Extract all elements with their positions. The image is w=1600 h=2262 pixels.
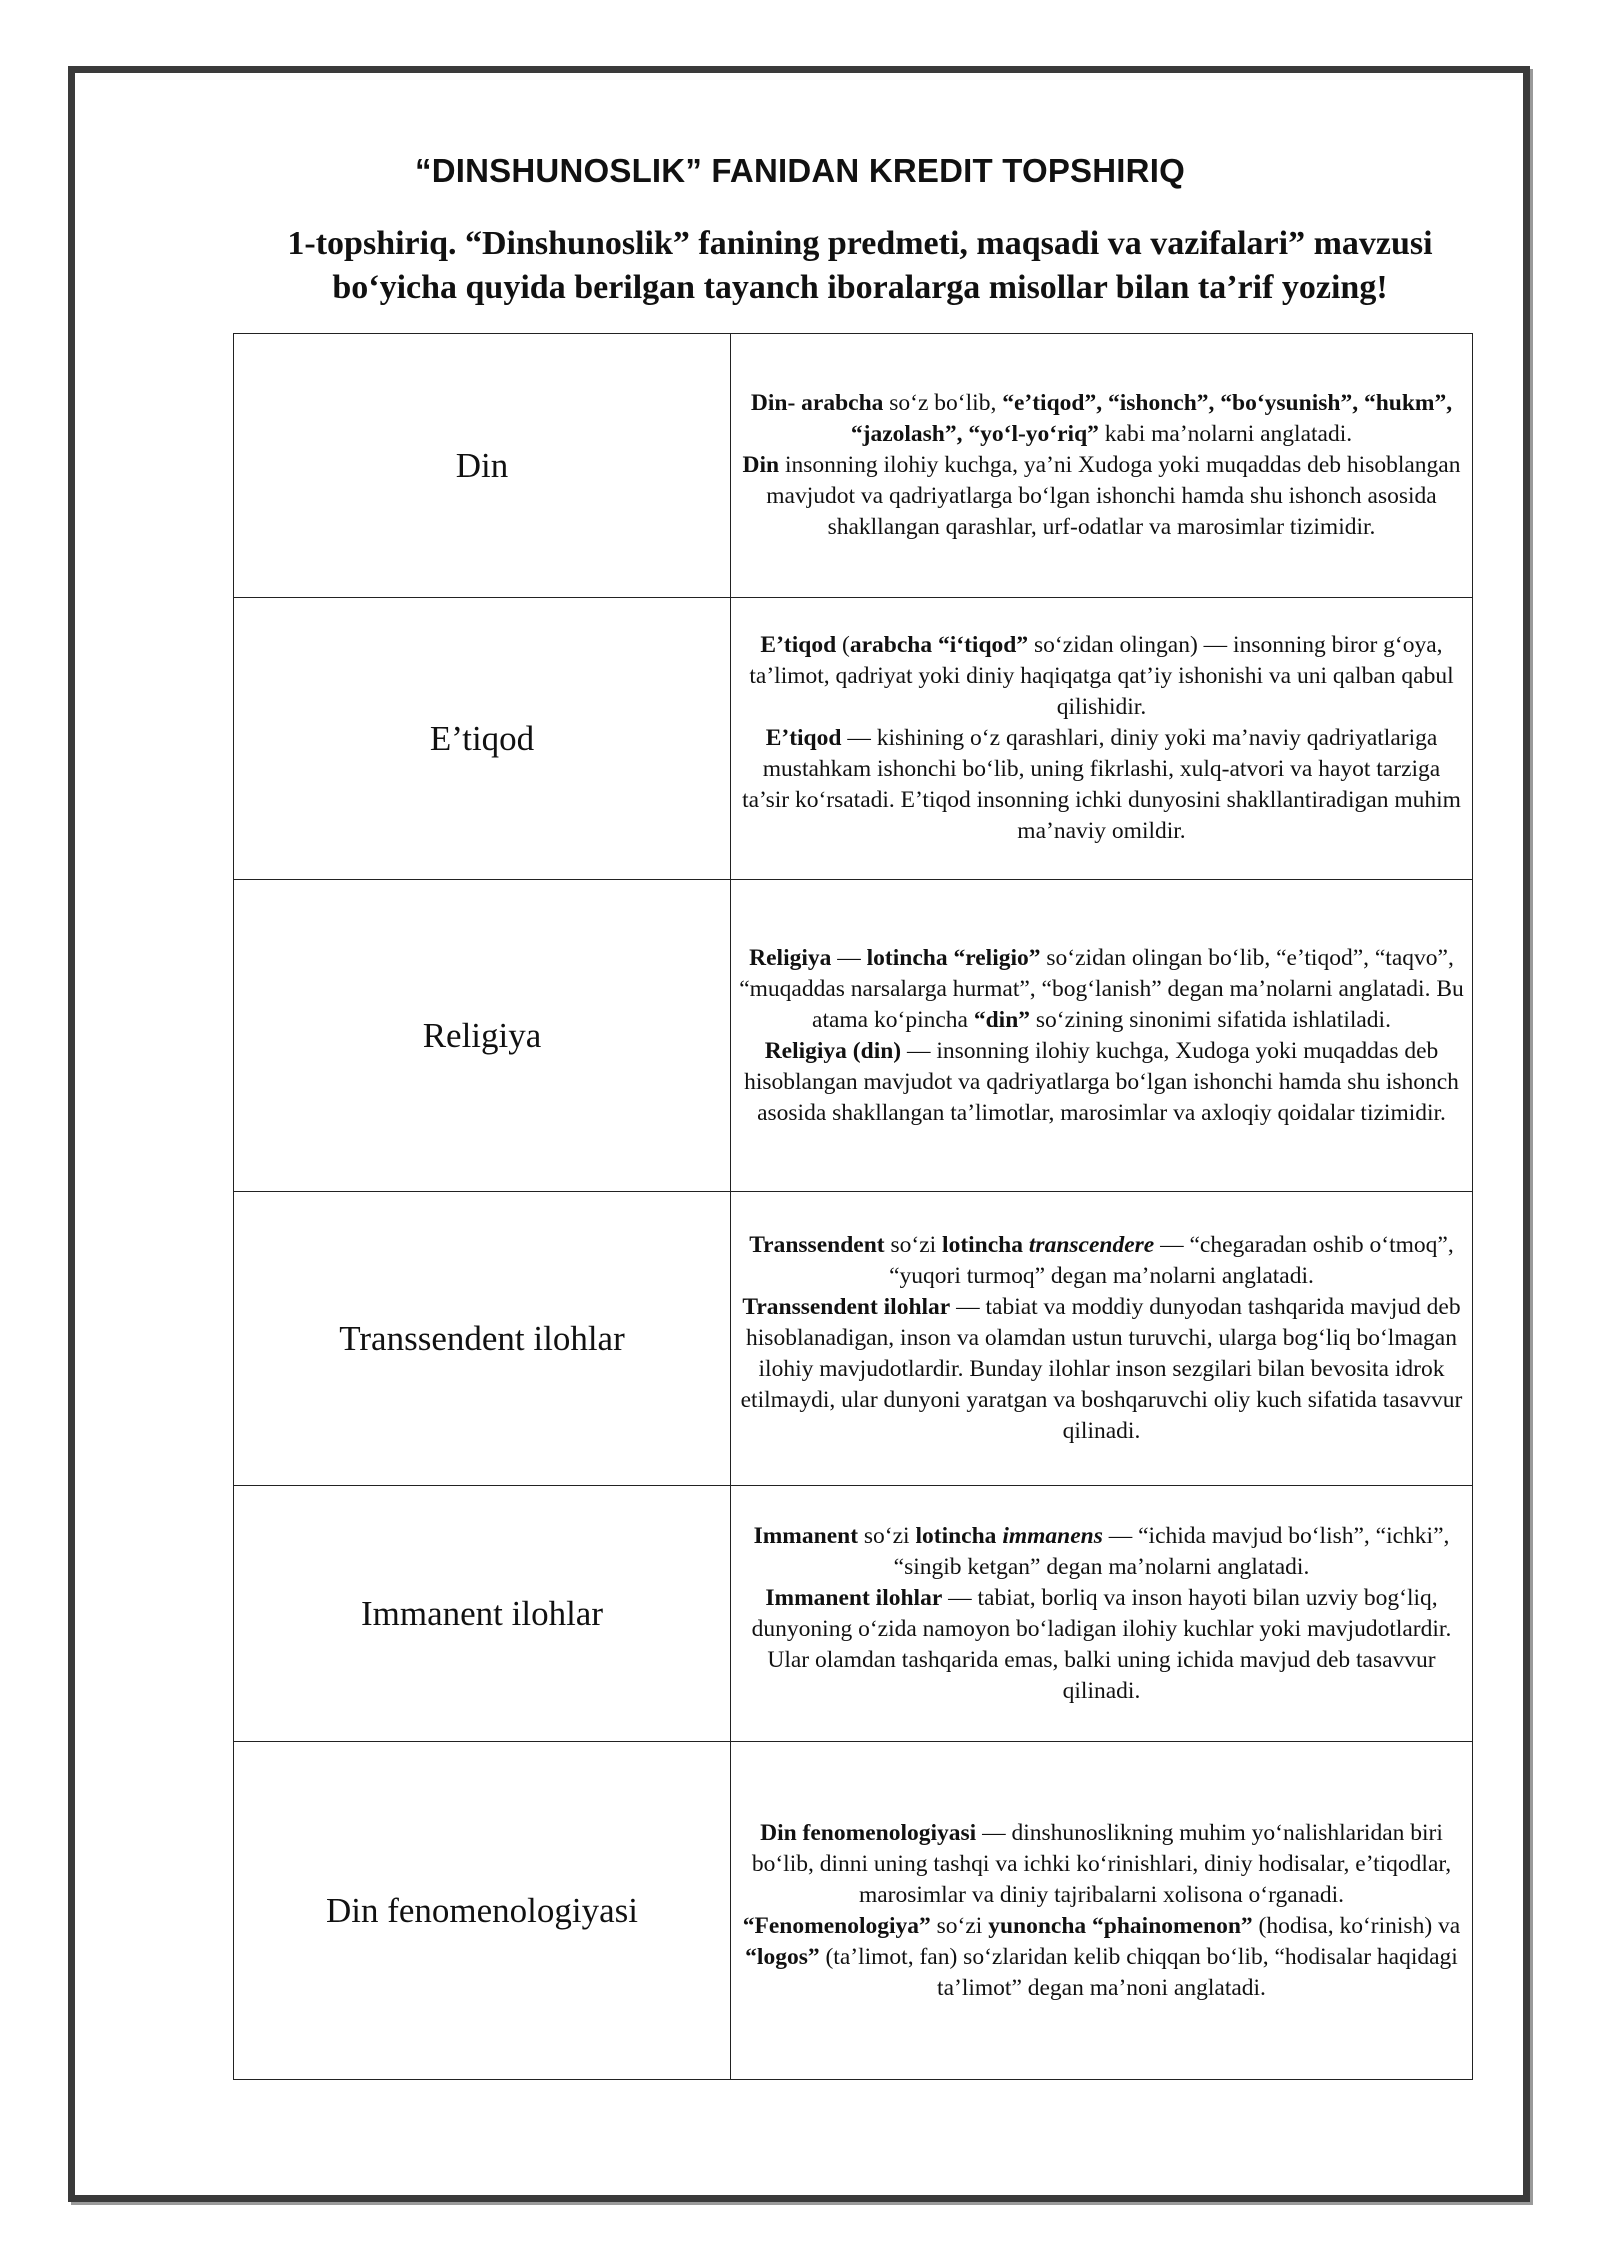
definition-text-run: “e’tiqod”, “ishonch”, “bo‘ysunish”, “hukm”, “jazolash”, “yo‘l-yo‘riq” bbox=[850, 390, 1453, 447]
table-row bbox=[234, 1192, 1473, 1486]
definition-text-run: lotincha “religio” bbox=[866, 944, 1041, 971]
definition-text-run: so‘zining sinonimi sifatida ishlatiladi. bbox=[1030, 1006, 1391, 1033]
definition-paragraph bbox=[739, 1583, 1464, 1707]
definition-paragraph bbox=[739, 1911, 1464, 2004]
definition-text-run: transcendere bbox=[1028, 1232, 1155, 1258]
definition-text-run: — kishining o‘z qarashlari, diniy yoki ma’naviy qadriyatlariga mustahkam ishonchi bo‘lib, uning fikrlashi, xulq-atvori va hayot tarziga ta’sir ko‘rsatadi. E’tiqod insonning ichki dunyosini shakllantiradigan muhim ma’naviy omildir. bbox=[742, 725, 1461, 844]
definition-text-run: so‘zi bbox=[884, 1232, 943, 1258]
definition-text-run: Din bbox=[742, 452, 780, 478]
definition-text-run: Din- arabcha bbox=[750, 390, 884, 416]
definition-text-run: so‘zidan olingan bo‘lib, “e’tiqod”, “taqvo”, “muqaddas narsalarga hurmat”, “bog‘lanish” degan ma’nolarni anglatadi. Bu atama ko‘pincha bbox=[739, 944, 1464, 1033]
definition-text-run: — tabiat, borliq va inson hayoti bilan uzviy bog‘liq, dunyoning o‘zida namoyon bo‘ladigan ilohiy kuchlar yoki mavjudotlardir. Ular olamdan tashqarida emas, balki uning ichida mavjud deb tasavvur qilinadi. bbox=[751, 1584, 1452, 1704]
definition-cell bbox=[731, 1192, 1473, 1486]
term-cell: Din bbox=[234, 334, 731, 598]
definition-paragraph bbox=[739, 1036, 1464, 1129]
definition-paragraph bbox=[739, 943, 1464, 1036]
table-row bbox=[234, 598, 1473, 880]
terms-table bbox=[233, 333, 1473, 2080]
definition-text-run: so‘zidan olingan) — insonning biror g‘oya, ta’limot, qadriyat yoki diniy haqiqatga qat’iy ishonishi va uni qalban qabul qilishidir. bbox=[749, 632, 1454, 720]
term-cell: Din fenomenologiyasi bbox=[234, 1742, 731, 2080]
definition-cell bbox=[731, 1486, 1473, 1742]
term-cell: E’tiqod bbox=[234, 598, 731, 880]
document-title: “DINSHUNOSLIK” FANIDAN KREDIT TOPSHIRIQ bbox=[415, 152, 1185, 189]
table-row bbox=[234, 1742, 1473, 2080]
term-cell: Religiya bbox=[234, 880, 731, 1192]
definition-text-run: so‘z bo‘lib, bbox=[883, 390, 1003, 416]
definition-text-run: immanens bbox=[1002, 1522, 1103, 1549]
table-row bbox=[234, 880, 1473, 1192]
definition-text-run: ( bbox=[836, 632, 850, 658]
definition-text-run: — “chegaradan oshib o‘tmoq”, “yuqori turmoq” degan ma’nolarni anglatadi. bbox=[889, 1232, 1454, 1289]
definition-cell bbox=[731, 880, 1473, 1192]
definition-paragraph bbox=[739, 388, 1464, 450]
definition-text-run: Din fenomenologiyasi bbox=[760, 1819, 977, 1846]
definition-text-run: Transsendent ilohlar bbox=[742, 1294, 951, 1320]
definition-text-run: arabcha “i‘tiqod” bbox=[849, 632, 1029, 658]
term-cell: Immanent ilohlar bbox=[234, 1486, 731, 1742]
definition-text-run: lotincha bbox=[915, 1522, 1003, 1549]
definition-text-run: insonning ilohiy kuchga, ya’ni Xudoga yoki muqaddas deb hisoblangan mavjudot va qadriyatlarga bo‘lgan ishonchi hamda shu ishonch asosida shakllangan qarashlar, urf-odatlar va marosimlar tizimidir. bbox=[766, 452, 1461, 540]
task-line-1: 1-topshiriq. “Dinshunoslik” fanining predmeti, maqsadi va vazifalari” mavzusi bbox=[287, 225, 1433, 262]
definition-text-run: — “ichida mavjud bo‘lish”, “ichki”, “singib ketgan” degan ma’nolarni anglatadi. bbox=[893, 1522, 1450, 1580]
definition-text-run: “din” bbox=[973, 1006, 1031, 1033]
definition-text-run: E’tiqod bbox=[765, 725, 842, 751]
definition-text-run: Religiya (din) bbox=[764, 1037, 902, 1064]
definition-text-run: “Fenomenologiya” bbox=[742, 1912, 931, 1939]
definition-paragraph bbox=[739, 1521, 1464, 1583]
definition-text-run: — dinshunoslikning muhim yo‘nalishlaridan biri bo‘lib, dinni uning tashqi va ichki ko‘rinishlari, diniy hodisalar, e’tiqodlar, marosimlar va diniy tajribalarni xolisona o‘rganadi. bbox=[751, 1819, 1452, 1908]
definition-text-run: Transsendent bbox=[749, 1232, 885, 1258]
definition-cell bbox=[731, 334, 1473, 598]
definition-text-run: Immanent bbox=[753, 1522, 859, 1549]
definition-text-run: so‘zi bbox=[858, 1522, 916, 1549]
definition-cell bbox=[731, 598, 1473, 880]
task-instruction bbox=[230, 222, 1490, 310]
definition-paragraph bbox=[739, 1292, 1464, 1447]
definition-paragraph bbox=[739, 1818, 1464, 1911]
definition-text-run: E’tiqod bbox=[760, 632, 837, 658]
definition-text-run: “logos” bbox=[745, 1943, 820, 1970]
definition-text-run: lotincha bbox=[942, 1232, 1029, 1258]
table-row bbox=[234, 334, 1473, 598]
definition-text-run: — bbox=[831, 944, 867, 971]
definition-paragraph bbox=[739, 630, 1464, 723]
definition-paragraph bbox=[739, 723, 1464, 847]
table-row bbox=[234, 1486, 1473, 1742]
task-line-2: bo‘yicha quyida berilgan tayanch iboralarga misollar bilan ta’rif yozing! bbox=[332, 269, 1388, 306]
definition-text-run: (ta’limot, fan) so‘zlaridan kelib chiqqan bo‘lib, “hodisalar haqidagi ta’limot” degan ma’noni anglatadi. bbox=[819, 1943, 1458, 2001]
definition-text-run: — tabiat va moddiy dunyodan tashqarida mavjud deb hisoblanadigan, inson va olamdan ustun turuvchi, ularga bog‘liq bo‘lmagan ilohiy mavjudotlardir. Bunday ilohlar inson sezgilari bilan bevosita idrok etilmaydi, ular dunyoni yaratgan va boshqaruvchi oliy kuch sifatida tasavvur qilinadi. bbox=[740, 1294, 1463, 1444]
definition-text-run: so‘zi bbox=[930, 1912, 989, 1939]
definition-text-run: (hodisa, ko‘rinish) va bbox=[1252, 1912, 1461, 1939]
definition-paragraph bbox=[739, 1230, 1464, 1292]
definition-text-run: Religiya bbox=[749, 944, 832, 971]
definition-cell bbox=[731, 1742, 1473, 2080]
term-cell: Transsendent ilohlar bbox=[234, 1192, 731, 1486]
definition-text-run: — insonning ilohiy kuchga, Xudoga yoki muqaddas deb hisoblangan mavjudot va qadriyatlarga bo‘lgan ishonchi hamda shu ishonch asosida shakllangan ta’limotlar, marosimlar va axloqiy qoidalar tizimidir. bbox=[744, 1037, 1459, 1126]
definition-paragraph bbox=[739, 450, 1464, 543]
definition-text-run: Immanent ilohlar bbox=[765, 1584, 943, 1611]
definition-text-run: yunoncha “phainomenon” bbox=[988, 1912, 1253, 1939]
definition-text-run: kabi ma’nolarni anglatadi. bbox=[1098, 421, 1353, 447]
